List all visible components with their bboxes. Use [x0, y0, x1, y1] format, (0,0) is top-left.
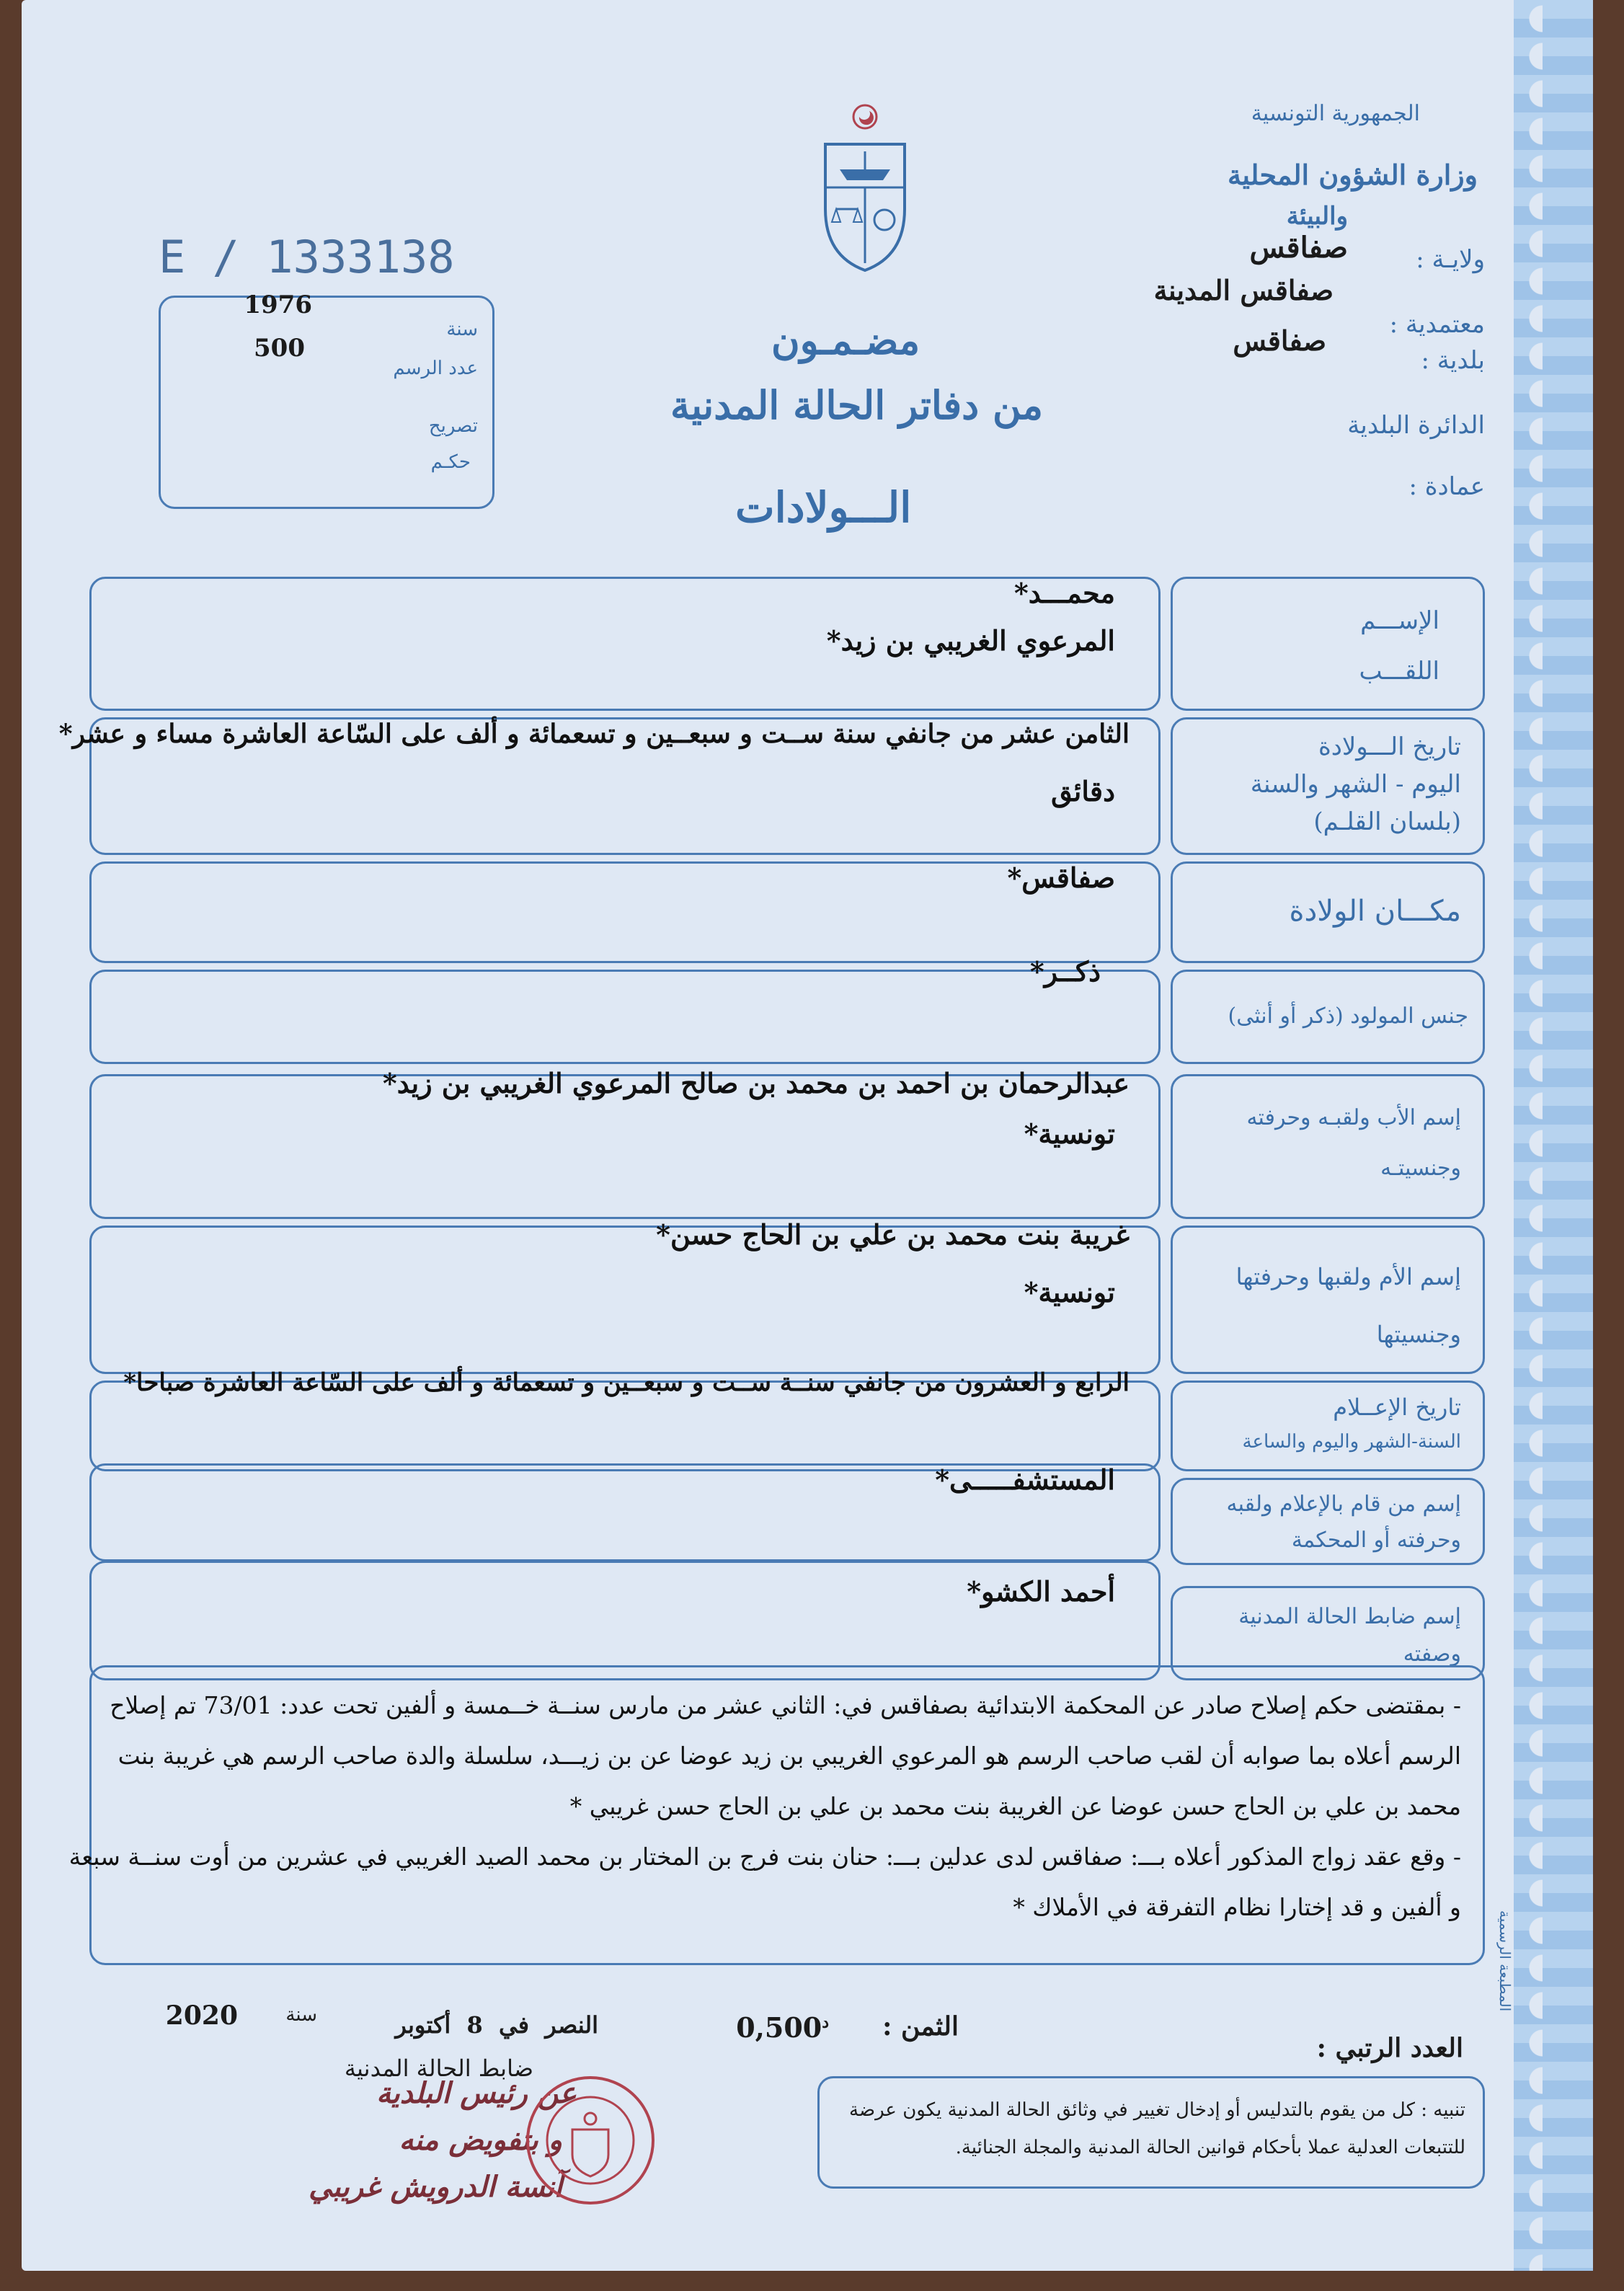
date-city: النصر [545, 2011, 598, 2039]
delegation-label: معتمدية : [1389, 310, 1485, 339]
tunisia-emblem-icon [815, 101, 915, 274]
serial-number: E / 1333138 [159, 231, 455, 283]
label-officer-role: وصفته [1403, 1641, 1461, 1667]
note-line-3: محمد بن علي بن الحاج حسن عوضا عن الغريبة بنت محمد بن علي بن الحاج حسن غريبي * [569, 1792, 1461, 1820]
date-year: 2020 [165, 2000, 238, 2031]
value-officer: أحمد الكشو* [967, 1575, 1115, 1608]
value-birth-date-cont: دقائق [1051, 775, 1115, 807]
wilaya-label: ولايـة : [1416, 245, 1485, 274]
official-seal-icon [526, 2076, 655, 2204]
label-birth-place: مكـــان الولادة [1289, 895, 1461, 928]
label-first-name: الإســـم [1360, 606, 1439, 635]
label-officer: إسم ضابط الحالة المدنية [1238, 1604, 1461, 1629]
value-mother-nationality: تونسية* [1024, 1276, 1115, 1308]
field-value-box-name [89, 577, 1161, 711]
field-label-box-sex [1171, 970, 1485, 1064]
registration-box [159, 291, 494, 509]
date-line [395, 2011, 598, 2039]
label-sex: جنس المولود (ذكر أو أنثى) [1228, 1003, 1468, 1029]
label-birth-date-format: اليوم - الشهر والسنة [1250, 770, 1461, 799]
stamp-line-2: و بتفويض منه [399, 2123, 562, 2157]
note-line-1: - بمقتضى حكم إصلاح صادر عن المحكمة الابتدائية بصفاقس في: الثاني عشر من مارس سنــة خــمسة و ألفين تحت عدد: 73/01 تم إصلاح [110, 1691, 1461, 1719]
printer-mark: المطبعة الرسمية [1496, 1910, 1514, 2012]
warning-box [817, 2076, 1485, 2189]
decorative-border [1514, 0, 1593, 2271]
republic-label: الجمهورية التونسية [1251, 101, 1420, 126]
label-mother-nationality: وجنسيتها [1376, 1321, 1461, 1348]
value-birth-place: صفاقس* [1007, 861, 1115, 894]
note-line-2: الرسم أعلاه بما صوابه أن لقب صاحب الرسم هو المرعوي الغريبي بن زيد عوضا عن بن زيـــد، سلسلة والدة صاحب الرسم هي غريبة بنت [117, 1742, 1461, 1770]
field-value-box-sex [89, 955, 1161, 1064]
birth-certificate [22, 0, 1593, 2271]
label-last-name: اللقـــب [1359, 657, 1439, 686]
ministry-sub-label: والبيئة [1286, 202, 1348, 231]
label-father: إسم الأب ولقبـه وحرفته [1246, 1105, 1461, 1130]
label-mother: إسم الأم ولقبها وحرفتها [1235, 1263, 1461, 1290]
title-births: الـــولادات [735, 483, 912, 532]
warning-line-2: للتتبعات العدلية عملا بأحكام قوانين الحالة المدنية والمجلة الجنائية. [955, 2137, 1465, 2158]
title-madmoun: مضـمـون [771, 317, 920, 363]
value-father: عبدالرحمان بن احمد بن محمد بن صالح المرعوي الغريبي بن زيد* [382, 1067, 1130, 1099]
label-declarant: إسم من قام بالإعلام ولقبه [1226, 1492, 1461, 1517]
note-line-4: - وقع عقد زواج المذكور أعلاه بـــ: صفاقس لدى عدلين بـــ: حنان بنت فرج بن المختار بن محمد الصيد الغريبي في عشرين من أوت سنــة سبعة [68, 1843, 1461, 1871]
municipality-value: صفاقس [1233, 324, 1326, 357]
stamp-line-3: آنسة الدرويش غريبي [309, 2170, 562, 2204]
price-value: $0,500^د$ [736, 2011, 829, 2044]
delegation-value: صفاقس المدينة [1153, 274, 1334, 306]
value-sex: ذكــر* [1029, 955, 1101, 988]
field-value-box-birth-place [89, 861, 1161, 963]
label-declarant-role: وحرفته أو المحكمة [1291, 1528, 1461, 1553]
value-declarant: المستشفـــــى* [935, 1463, 1115, 1496]
label-declaration-date: تاريخ الإعــلام [1333, 1393, 1461, 1421]
label-birth-date-note: (بلسان القلـم) [1313, 807, 1461, 836]
reg-year-label: سنة [446, 319, 478, 340]
title-registers: من دفاتر الحالة المدنية [670, 382, 1044, 428]
date-year-label: سنة [285, 2004, 317, 2026]
imada-label: عمادة : [1408, 472, 1485, 501]
warning-line-1: تنبيه : كل من يقوم بالتدليس أو إدخال تغيير في وثائق الحالة المدنية يكون عرضة [849, 2099, 1465, 2121]
label-declaration-date-format: السنة-الشهر واليوم والساعة [1242, 1431, 1461, 1453]
officer-title: ضابط الحالة المدنية [344, 2055, 533, 2082]
wilaya-value: صفاقس [1249, 231, 1348, 265]
municipality-label: بلدية : [1421, 346, 1485, 375]
reg-number-label: عدد الرسم [393, 358, 478, 379]
field-label-box-birth-place [1171, 861, 1485, 963]
reg-year-value: 1976 [244, 291, 312, 319]
field-label-box-declarant [1171, 1478, 1485, 1565]
marginal-notes-box [68, 1665, 1485, 1965]
field-value-box-mother [89, 1218, 1161, 1374]
field-value-box-officer [89, 1561, 1161, 1680]
date-day: 8 [466, 2011, 483, 2039]
value-first-name: محمـــد* [1013, 577, 1115, 609]
value-father-nationality: تونسية* [1024, 1117, 1115, 1150]
field-label-box-father [1171, 1074, 1485, 1219]
value-last-name: المرعوي الغريبي بن زيد* [826, 624, 1115, 657]
field-value-box-birth-date [58, 717, 1161, 855]
value-birth-date: الثامن عشر من جانفي سنة ســت و سبعــين و تسعمائة و ألف على السّاعة العاشرة مساء و عشر* [58, 719, 1130, 749]
serial-order-label: العدد الرتبي : [1316, 2033, 1463, 2063]
field-label-box-declaration-date [1171, 1381, 1485, 1471]
value-mother: غريبة بنت محمد بن علي بن الحاج حسن* [656, 1218, 1130, 1251]
field-value-box-declarant [89, 1463, 1161, 1561]
field-label-box-mother [1171, 1226, 1485, 1374]
label-birth-date: تاريخ الـــولادة [1318, 732, 1461, 761]
district-label: الدائرة البلدية [1347, 411, 1485, 440]
ministry-label: وزارة الشؤون المحلية [1228, 159, 1478, 191]
field-label-box-birth-date [1171, 717, 1485, 855]
value-declaration-date: الرابع و العشرون من جانفي سنــة ســت و سبعــين و تسعمائة و ألف على السّاعة العاشرة صباحا* [123, 1368, 1130, 1397]
field-label-box-name [1171, 577, 1485, 711]
label-father-nationality: وجنسيتـه [1380, 1156, 1461, 1181]
price-label: الثمن : [882, 2011, 959, 2042]
reg-judgment-label: حكـم [430, 451, 471, 473]
stamp-line-1: عن رئيس البلدية [376, 2076, 577, 2110]
reg-declaration-label: تصريح [428, 415, 478, 437]
note-line-5: و ألفين و قد إختارا نظام التفرقة في الأملاك * [1013, 1893, 1461, 1921]
date-month: أكتوبر [395, 2011, 451, 2039]
date-in: في [499, 2011, 530, 2039]
reg-number-value: 500 [254, 334, 305, 363]
field-value-box-father [89, 1067, 1161, 1219]
